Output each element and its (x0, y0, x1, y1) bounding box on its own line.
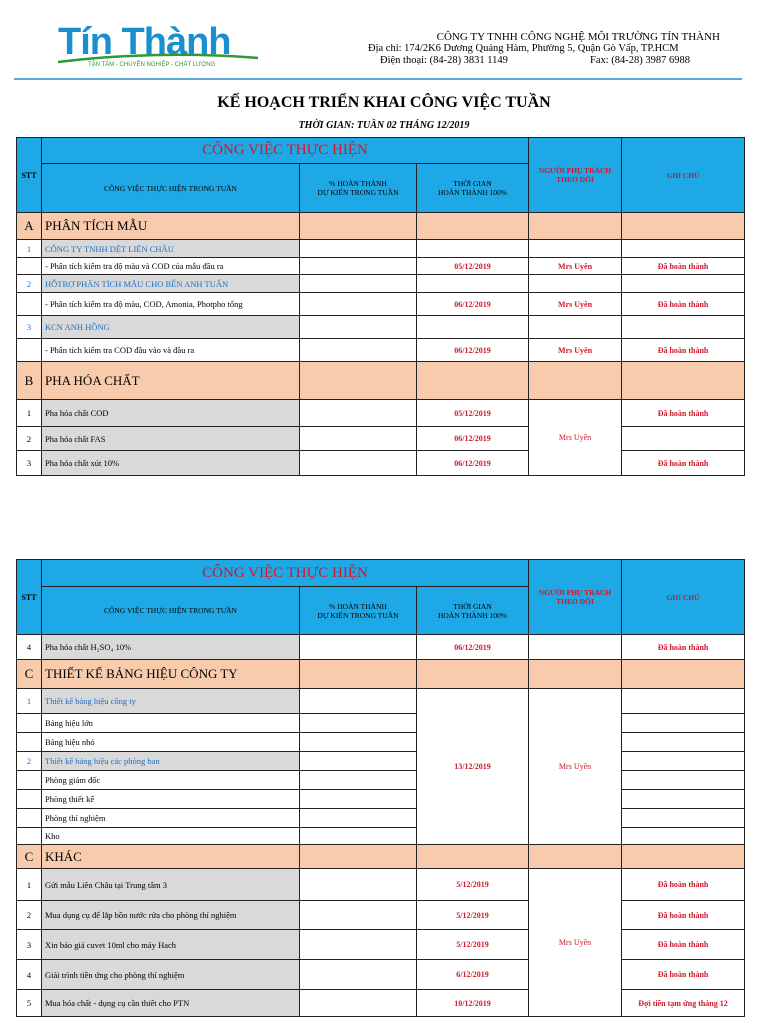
row-stt: 2 (17, 901, 42, 930)
row-stt: 4 (17, 960, 42, 990)
row-task: Thiết kế bảng hiệu công ty (42, 689, 300, 714)
row-task: Bảng hiệu nhỏ (42, 733, 300, 752)
header-main: CÔNG VIỆC THỰC HIỆN (42, 138, 529, 164)
table-row (17, 240, 745, 258)
row-task: Phòng giám đốc (42, 771, 300, 790)
table-row (17, 400, 745, 427)
row-note: Đã hoàn thành (622, 635, 745, 660)
row-note: Đã hoàn thành (622, 930, 745, 960)
row-note: Đã hoàn thành (622, 869, 745, 901)
page-title: KẾ HOẠCH TRIỂN KHAI CÔNG VIỆC TUẦN (217, 94, 551, 111)
section-letter: B (17, 362, 42, 400)
header-time-line2: HOÀN THÀNH 100% (438, 188, 508, 197)
table-row (17, 293, 745, 316)
section-title: THIẾT KẾ BẢNG HIỆU CÔNG TY (42, 660, 300, 689)
header-task: CÔNG VIỆC THỰC HIỆN TRONG TUẦN (42, 587, 300, 635)
row-task: Mua dụng cụ để lắp bồn nước rửa cho phòng thí nghiệm (42, 901, 300, 930)
row-stt: 3 (17, 316, 42, 339)
header-note: GHI CHÚ (622, 138, 745, 213)
row-person: Mrs Uyên (529, 339, 622, 362)
row-stt: 1 (17, 689, 42, 714)
row-task: - Phân tích kiểm tra độ màu, COD, Amonia, Photpho tổng (42, 293, 300, 316)
header-person-line1: NGƯỜI PHỤ TRÁCH (538, 166, 612, 175)
table-row (17, 258, 745, 275)
table-row (17, 752, 745, 771)
row-person: Mrs Uyên (529, 689, 622, 845)
row-date: 5/12/2019 (417, 930, 529, 960)
table-row (17, 960, 745, 990)
header-person-line2: THEO DÕI (556, 175, 594, 184)
row-task: Phòng thiết kế (42, 790, 300, 809)
row-date: 06/12/2019 (417, 293, 529, 316)
row-date: 13/12/2019 (417, 689, 529, 845)
header-stt: STT (17, 138, 42, 213)
row-date: 06/12/2019 (417, 339, 529, 362)
logo-tagline: TẬN TÂM - CHUYÊN NGHIỆP - CHẤT LƯỢNG (88, 62, 216, 68)
row-note: Đợi tiền tạm ứng tháng 12 (622, 990, 745, 1017)
row-stt: 5 (17, 990, 42, 1017)
row-date: 06/12/2019 (417, 427, 529, 451)
row-task: Giải trình tiền ứng cho phòng thí nghiệm (42, 960, 300, 990)
row-task: KCN ANH HỒNG (42, 316, 300, 339)
header-time-line2: HOÀN THÀNH 100% (438, 610, 508, 620)
table-row (17, 427, 745, 451)
table-row (17, 635, 745, 660)
work-plan-table-1 (16, 137, 745, 476)
row-date: 10/12/2019 (417, 990, 529, 1017)
table-row (17, 828, 745, 845)
section-title: PHA HÓA CHẤT (42, 362, 300, 400)
row-person: Mrs Uyên (529, 258, 622, 275)
table-row (17, 275, 745, 293)
row-date: 05/12/2019 (417, 258, 529, 275)
row-date: 5/12/2019 (417, 901, 529, 930)
header-person (529, 560, 622, 635)
header-time (417, 164, 529, 213)
section-row (17, 362, 745, 400)
company-address: Địa chỉ: 174/2K6 Dương Quảng Hàm, Phường 5, Quận Gò Vấp, TP.HCM (368, 43, 679, 54)
section-title: PHÂN TÍCH MẪU (42, 213, 300, 240)
row-date: 5/12/2019 (417, 869, 529, 901)
company-logo (58, 20, 258, 72)
section-row (17, 660, 745, 689)
header-divider (14, 78, 742, 80)
row-stt: 2 (17, 427, 42, 451)
row-note: Đã hoàn thành (622, 451, 745, 476)
logo-text: Tín Thành (58, 21, 231, 63)
letterhead (0, 0, 768, 80)
row-task: Bảng hiệu lớn (42, 714, 300, 733)
table-row (17, 339, 745, 362)
company-contact (350, 55, 720, 67)
header-note: GHI CHÚ (622, 560, 745, 635)
header-person-line1: NGƯỜI PHỤ TRÁCH (538, 588, 612, 597)
header-percent-line1: % HOÀN THÀNH (329, 179, 387, 188)
header-percent-line2: DỰ KIẾN TRONG TUẦN (317, 188, 399, 197)
header-percent (300, 164, 417, 213)
row-note: Đã hoàn thành (622, 293, 745, 316)
row-note: Đã hoàn thành (622, 400, 745, 427)
row-task: Pha hóa chất H₂SO₄ 10% (42, 635, 300, 660)
row-task: Pha hóa chất COD (42, 400, 300, 427)
section-row (17, 213, 745, 240)
row-note: Đã hoàn thành (622, 258, 745, 275)
header-main: CÔNG VIỆC THỰC HIỆN (42, 560, 529, 587)
row-date: 6/12/2019 (417, 960, 529, 990)
row-task: Pha hóa chất FAS (42, 427, 300, 451)
row-task: CÔNG TY TNHH DỆT LIÊN CHÂU (42, 240, 300, 258)
row-date: 06/12/2019 (417, 451, 529, 476)
row-stt: 1 (17, 240, 42, 258)
row-note: Đã hoàn thành (622, 901, 745, 930)
row-date: 06/12/2019 (417, 635, 529, 660)
header-stt: STT (17, 560, 42, 635)
work-plan-table-2 (16, 559, 745, 1017)
row-note: Đã hoàn thành (622, 339, 745, 362)
header-person (529, 138, 622, 213)
header-person-line2: THEO DÕI (556, 597, 594, 606)
table-row (17, 689, 745, 714)
row-task: Pha hóa chất xút 10% (42, 451, 300, 476)
table-row (17, 733, 745, 752)
company-fax: Fax: (84-28) 3987 6988 (590, 55, 691, 66)
row-task: - Phân tích kiểm tra COD đầu vào và đầu ra (42, 339, 300, 362)
row-stt: 2 (17, 752, 42, 771)
section-title: KHÁC (42, 845, 300, 869)
header-time-line1: THỜI GIAN (453, 179, 492, 188)
header-percent-line2: DỰ KIẾN TRONG TUẦN (317, 610, 399, 620)
row-person: Mrs Uyên (529, 869, 622, 1017)
table-row (17, 990, 745, 1017)
row-stt: 1 (17, 869, 42, 901)
company-phone: Điện thoại: (84-28) 3831 1149 (380, 55, 508, 66)
section-letter: A (17, 213, 42, 240)
table-row (17, 869, 745, 901)
row-task: Gửi mẫu Liên Châu tại Trung tâm 3 (42, 869, 300, 901)
row-date: 05/12/2019 (417, 400, 529, 427)
row-task: Xin báo giá cuvet 10ml cho máy Hach (42, 930, 300, 960)
header-percent (300, 587, 417, 635)
row-stt: 3 (17, 451, 42, 476)
row-task: HỖTRỢ PHÂN TÍCH MẪU CHO BẾN ANH TUẤN (42, 275, 300, 293)
table-row (17, 714, 745, 733)
row-task: Mua hóa chất - dụng cụ cần thiết cho PTN (42, 990, 300, 1017)
row-stt: 4 (17, 635, 42, 660)
row-stt: 1 (17, 400, 42, 427)
header-time-line1: THỜI GIAN (453, 601, 492, 611)
row-task: - Phân tích kiểm tra độ màu và COD của mẫu đầu ra (42, 258, 300, 275)
table-row (17, 790, 745, 809)
header-time (417, 587, 529, 635)
table-row (17, 930, 745, 960)
row-stt: 2 (17, 275, 42, 293)
row-person: Mrs Uyên (529, 293, 622, 316)
row-stt: 3 (17, 930, 42, 960)
table-row (17, 901, 745, 930)
company-name: CÔNG TY TNHH CÔNG NGHỆ MÔI TRƯỜNG TÍN THÀNH (436, 31, 720, 43)
section-letter: C (17, 660, 42, 689)
row-task: Phòng thí nghiệm (42, 809, 300, 828)
row-person: Mrs Uyên (529, 400, 622, 476)
header-percent-line1: % HOÀN THÀNH (329, 601, 387, 611)
table-row (17, 771, 745, 790)
company-info (350, 31, 720, 67)
row-task: Kho (42, 828, 300, 845)
table-row (17, 316, 745, 339)
page-subtitle: THỜI GIAN: TUẦN 02 THÁNG 12/2019 (298, 120, 470, 131)
table-row (17, 451, 745, 476)
table-row (17, 809, 745, 828)
row-task: Thiết kế bảng hiệu các phòng ban (42, 752, 300, 771)
section-letter: C (17, 845, 42, 869)
row-note: Đã hoàn thành (622, 960, 745, 990)
header-task: CÔNG VIỆC THỰC HIỆN TRONG TUẦN (42, 164, 300, 213)
section-row (17, 845, 745, 869)
